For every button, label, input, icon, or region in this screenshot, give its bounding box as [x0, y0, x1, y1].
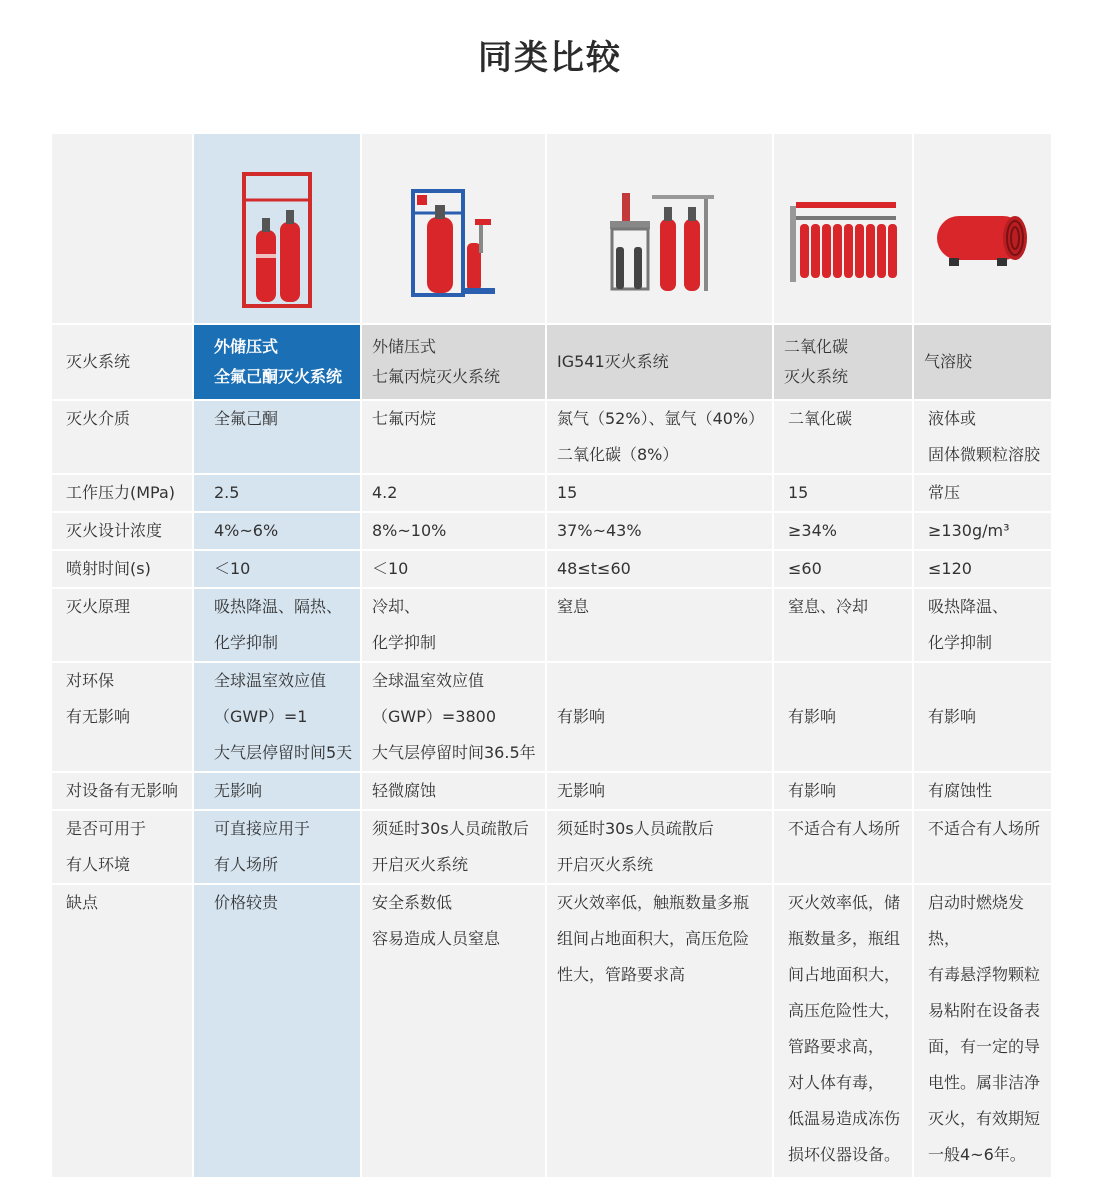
system-header-row — [51, 324, 1052, 400]
table-cell: 须延时30s人员疏散后 开启灭火系统 — [361, 810, 546, 884]
table-cell: 4%~6% — [193, 512, 361, 550]
table-cell: 37%~43% — [546, 512, 773, 550]
table-cell: ≥34% — [773, 512, 913, 550]
table-cell: 窒息 — [546, 588, 773, 662]
red-cylinder-blue-frame-icon — [409, 183, 499, 298]
table-cell: 有影响 — [773, 662, 913, 772]
table-cell: 15 — [546, 474, 773, 512]
row-label: 缺点 — [51, 884, 193, 1178]
table-cell: 安全系数低 容易造成人员窒息 — [361, 884, 546, 1178]
table-row — [51, 810, 1052, 884]
table-cell: 二氧化碳 — [773, 400, 913, 474]
product-image-perfluorohexanone — [193, 133, 361, 324]
table-row — [51, 512, 1052, 550]
table-cell: 灭火效率低，储 瓶数量多，瓶组 间占地面积大， 高压危险性大， 管路要求高， 对人体有毒， 低温易造成冻伤 损坏仪器设备。 — [773, 884, 913, 1178]
row-label: 灭火设计浓度 — [51, 512, 193, 550]
table-cell: 常压 — [913, 474, 1052, 512]
row-label: 喷射时间(s) — [51, 550, 193, 588]
table-cell: ＜10 — [193, 550, 361, 588]
row-label: 灭火系统 — [51, 324, 193, 400]
table-cell: 48≤t≤60 — [546, 550, 773, 588]
column-header-perfluorohexanone: 外储压式 全氟己酮灭火系统 — [193, 324, 361, 400]
inert-gas-cylinders-rack-icon — [602, 185, 717, 295]
table-row — [51, 884, 1052, 1178]
table-cell: ≥130g/m³ — [913, 512, 1052, 550]
row-label: 工作压力(MPa) — [51, 474, 193, 512]
table-cell: 轻微腐蚀 — [361, 772, 546, 810]
table-cell: 冷却、 化学抑制 — [361, 588, 546, 662]
table-cell: 有影响 — [773, 772, 913, 810]
column-header-aerosol: 气溶胶 — [913, 324, 1052, 400]
product-image-co2 — [773, 133, 913, 324]
table-cell: 无影响 — [546, 772, 773, 810]
table-cell: 液体或 固体微颗粒溶胶 — [913, 400, 1052, 474]
table-cell: 不适合有人场所 — [913, 810, 1052, 884]
row-label: 灭火介质 — [51, 400, 193, 474]
table-cell: 七氟丙烷 — [361, 400, 546, 474]
table-cell: 吸热降温、 化学抑制 — [913, 588, 1052, 662]
table-cell: 不适合有人场所 — [773, 810, 913, 884]
table-cell: 全球温室效应值 （GWP）=3800 大气层停留时间36.5年 — [361, 662, 546, 772]
table-cell: 无影响 — [193, 772, 361, 810]
table-cell: 全球温室效应值 （GWP）=1 大气层停留时间5天 — [193, 662, 361, 772]
table-cell: 须延时30s人员疏散后 开启灭火系统 — [546, 810, 773, 884]
table-cell: ≤120 — [913, 550, 1052, 588]
table-cell: 有影响 — [546, 662, 773, 772]
table-cell: 价格较贵 — [193, 884, 361, 1178]
column-header-ig541: IG541灭火系统 — [546, 324, 773, 400]
table-cell: 灭火效率低，触瓶数量多瓶 组间占地面积大，高压危险 性大，管路要求高 — [546, 884, 773, 1178]
row-label: 灭火原理 — [51, 588, 193, 662]
table-cell: 窒息、冷却 — [773, 588, 913, 662]
red-cylinders-in-red-frame-icon — [242, 170, 312, 310]
table-cell: ＜10 — [361, 550, 546, 588]
product-image-aerosol — [913, 133, 1052, 324]
table-cell: 15 — [773, 474, 913, 512]
table-cell: 有影响 — [913, 662, 1052, 772]
table-cell: 氮气（52%）、氩气（40%） 二氧化碳（8%） — [546, 400, 773, 474]
table-cell: 可直接应用于 有人场所 — [193, 810, 361, 884]
row-label: 对设备有无影响 — [51, 772, 193, 810]
column-header-heptafluoropropane: 外储压式 七氟丙烷灭火系统 — [361, 324, 546, 400]
page-title: 同类比较 — [478, 38, 622, 78]
table-cell: 4.2 — [361, 474, 546, 512]
table-row — [51, 550, 1052, 588]
table-cell: 启动时燃烧发热， 有毒悬浮物颗粒 易粘附在设备表 面，有一定的导 电性。属非洁净 灭火，有效期短 一般4~6年。 — [913, 884, 1052, 1178]
product-image-row — [51, 133, 1052, 324]
product-image-heptafluoropropane — [361, 133, 546, 324]
comparison-table — [50, 132, 1053, 1179]
row-label: 是否可用于 有人环境 — [51, 810, 193, 884]
table-row — [51, 400, 1052, 474]
table-row — [51, 588, 1052, 662]
table-cell: 吸热降温、隔热、 化学抑制 — [193, 588, 361, 662]
table-cell: 有腐蚀性 — [913, 772, 1052, 810]
table-cell: ≤60 — [773, 550, 913, 588]
row-label: 对环保 有无影响 — [51, 662, 193, 772]
table-row — [51, 662, 1052, 772]
table-cell: 8%~10% — [361, 512, 546, 550]
co2-cylinder-bank-icon — [786, 198, 901, 283]
table-row — [51, 772, 1052, 810]
empty-corner-cell — [51, 133, 193, 324]
column-header-co2: 二氧化碳 灭火系统 — [773, 324, 913, 400]
table-row — [51, 474, 1052, 512]
product-image-ig541 — [546, 133, 773, 324]
table-cell: 全氟己酮 — [193, 400, 361, 474]
table-cell: 2.5 — [193, 474, 361, 512]
aerosol-generator-icon — [933, 210, 1033, 270]
